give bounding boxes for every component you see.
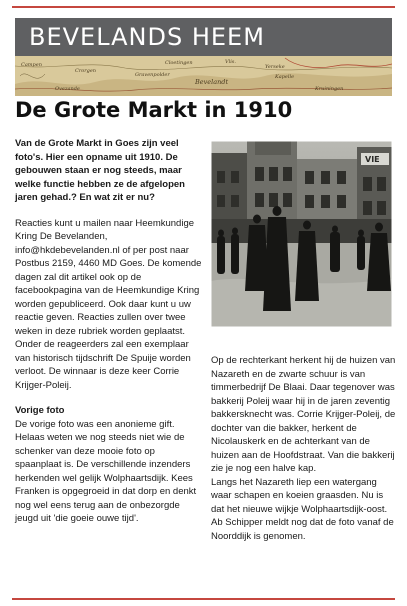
map-label: Cloetingen [165,60,193,66]
previous-photo-heading: Vorige foto [15,405,65,416]
map-label: Kruiningen [315,86,344,92]
top-rule [12,6,395,8]
article-right-text-2: Langs het Nazareth liep een watergang waar schapen en koeien graasden. Nu is dat het nieuwe wijkje Wolphaartsdijk-oost. Ab Schipper meldt nog dat de foto vanaf de Noorddijk is genomen. [211,476,394,542]
bottom-rule [12,598,395,600]
historic-photo [211,141,392,327]
article-right-text: Op de rechterkant herkent hij de huizen van Nazareth en de zwarte schuur is van timmerbedrijf De Blaai. Daar tegenover was bakkerij Poleij waar hij in de jaren zeventig bakkersknecht was. Corrie Krijger-Poleij, de dochter van die bakker, herkent de Nicolauskerk en de achterkant van de huizen aan de Hoofdstraat. Van die bakkerij zie je nog een halve kap. [211,355,396,474]
article-right-column [211,354,397,543]
map-label: Bevelandt [195,78,229,86]
article-left-column [15,137,203,538]
column-banner [15,18,392,96]
map-label: Campen [21,62,42,68]
old-map-illustration [15,56,392,96]
banner-title: BEVELANDS HEEM [15,18,392,56]
map-label: Gravenpolder [135,72,170,78]
map-label: Ovezande [55,86,80,92]
map-label: Yerseke [265,64,285,70]
article-intro: Reacties kunt u mailen naar Heemkundige Kring De Bevelanden, info@hkdebevelanden.nl of per post naar Postbus 2159, 4460 MD Goes. De komende dagen zal dit artikel ook op de facebookpagina van de Heemkundige Kring worden gepubliceerd. Ook daar kunt u uw reactie geven. Reacties zullen over twee weken in deze rubriek worden geplaatst. Onder de reageerders zal een exemplaar van historisch tijdschrift De Spuije worden verloot. De winnaar is deze keer Corrie Krijger-Poleij. [15,217,202,391]
article-lead: Van de Grote Markt in Goes zijn veel foto's. Hier een opname uit 1910. De gebouwen staan er nog steeds, maar welke functie hebben ze de afgelopen jaren gehad.? En wat zit er nu? [15,138,185,203]
photo-sign: VIE [365,155,380,164]
previous-photo-text: De vorige foto was een anonieme gift. Helaas weten we nog steeds niet wie de schenker van deze mooie foto op spaanplaat is. De verschillende inzenders herkenden wel gelijk Wolphaartsdijk. Kees Franken is opgegroeid in dat dorp en denkt nog wel eens terug aan de onbezorgde jeugd uit 'die goeie ouwe tijd'. [15,418,197,524]
article-headline: De Grote Markt in 1910 [15,98,293,122]
map-label: Crorgen [75,68,96,74]
map-label: Kapelle [275,74,295,80]
map-label: Vlis. [225,59,236,65]
